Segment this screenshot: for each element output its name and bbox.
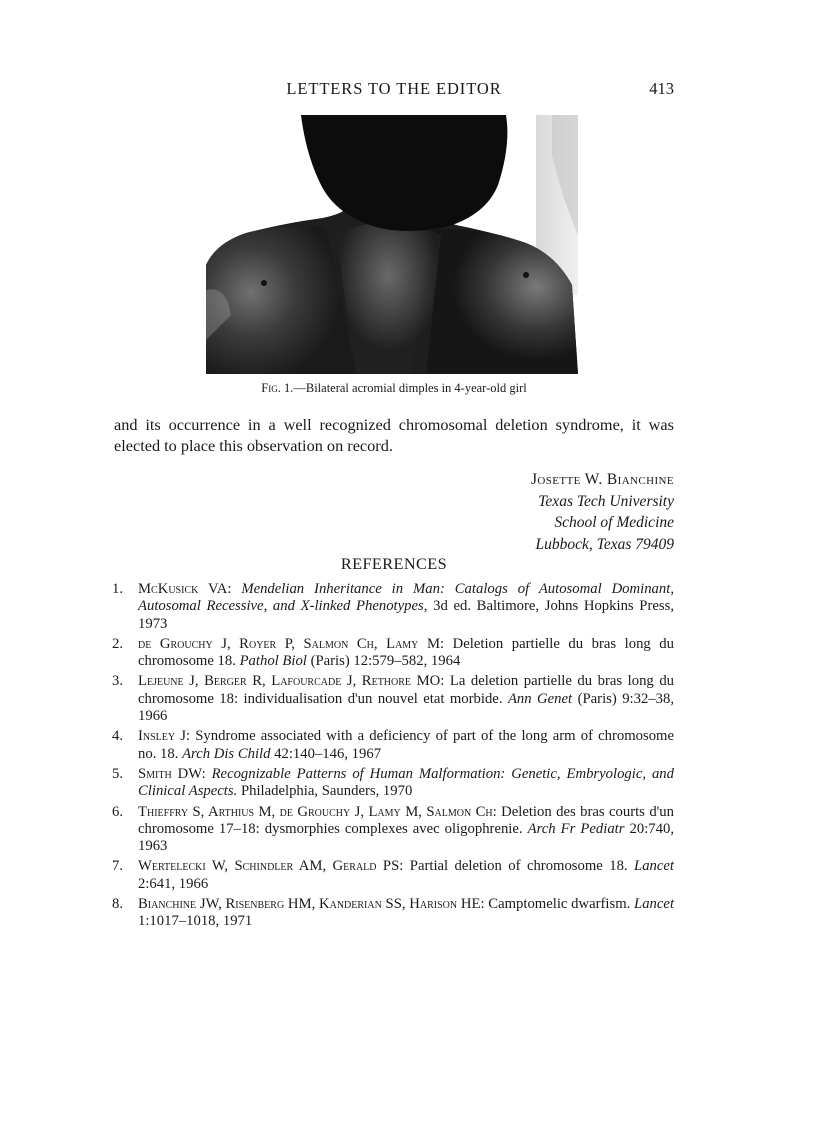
running-header — [114, 79, 674, 101]
reference-title: Deletion des bras courts d'un chromosome 17–18: dysmorphies complexes avec oligophrenie. — [138, 803, 674, 837]
reference-authors: Smith DW: — [138, 765, 206, 782]
reference-item — [112, 896, 674, 931]
affiliation-line: Texas Tech University — [538, 492, 674, 510]
author-signature — [531, 469, 674, 555]
affiliation-line: Lubbock, Texas 79409 — [535, 535, 674, 553]
reference-authors: de Grouchy J, Royer P, Salmon Ch, Lamy M: — [138, 635, 445, 652]
reference-journal: Ann Genet — [507, 690, 573, 707]
reference-item — [112, 858, 674, 893]
reference-title: La deletion partielle du bras long du chromosome 18: individualisation d'un nouvel etat morbide. — [138, 673, 675, 707]
back-shoulders-photo — [206, 115, 578, 374]
reference-details: (Paris) 9:32–38, 1966 — [138, 690, 675, 725]
reference-journal: Lancet — [634, 896, 675, 913]
reference-authors: Lejeune J, Berger R, Lafourcade J, Rethore MO: — [138, 673, 445, 690]
reference-journal: Arch Fr Pediatr — [527, 820, 625, 837]
reference-authors: McKusick VA: — [138, 581, 232, 597]
body-paragraph: and its occurrence in a well recognized chromosomal deletion syndrome, it was elected to place this observation on record. — [114, 415, 674, 455]
reference-number: 1. — [112, 581, 124, 597]
journal-section-title: LETTERS TO THE EDITOR — [286, 79, 502, 98]
figure-label: Fig. 1. — [261, 381, 294, 395]
reference-item — [112, 728, 674, 763]
reference-item — [112, 766, 674, 801]
reference-title: Recognizable Patterns of Human Malformation: Genetic, Embryologic, and Clinical Aspects. — [138, 765, 674, 800]
figure-caption-text: —Bilateral acromial dimples in 4-year-old girl — [293, 381, 527, 395]
reference-item — [112, 804, 674, 856]
reference-authors: Insley J: — [138, 728, 191, 745]
reference-title: Deletion partielle du bras long du chromosome 18. — [138, 635, 674, 670]
reference-authors: Wertelecki W, Schindler AM, Gerald PS: — [138, 858, 404, 875]
affiliation-line: School of Medicine — [554, 514, 674, 531]
reference-journal: Pathol Biol — [239, 653, 307, 670]
reference-number: 3. — [112, 673, 124, 690]
reference-list — [112, 581, 674, 934]
reference-authors: Thieffry S, Arthius M, de Grouchy J, Lamy M, Salmon Ch: — [138, 803, 497, 820]
references-heading: REFERENCES — [340, 554, 448, 573]
figure-photo — [206, 115, 578, 374]
reference-title: Camptomelic dwarfism. — [488, 896, 631, 913]
reference-number: 5. — [112, 765, 124, 782]
reference-number: 6. — [112, 803, 124, 820]
reference-details: Philadelphia, Saunders, 1970 — [240, 783, 413, 800]
figure-caption — [114, 381, 674, 396]
reference-journal: Lancet — [634, 858, 675, 875]
reference-details: (Paris) 12:579–582, 1964 — [310, 653, 461, 670]
reference-title: Mendelian Inheritance in Man: Catalogs of Autosomal Dominant, Autosomal Recessive, and X-linked Phenotypes, — [138, 581, 674, 615]
reference-item — [112, 636, 674, 671]
reference-journal: Arch Dis Child — [182, 745, 271, 762]
reference-title: Syndrome associated with a deficiency of part of the long arm of chromosome no. 18. — [138, 728, 675, 762]
author-name: Josette W. Bianchine — [530, 471, 674, 488]
reference-details: 42:140–146, 1967 — [274, 745, 382, 762]
reference-details: 3d ed. Baltimore, Johns Hopkins Press, 1973 — [138, 598, 674, 632]
reference-number: 8. — [112, 896, 124, 913]
reference-details: 20:740, 1963 — [138, 820, 674, 855]
reference-authors: Bianchine JW, Risenberg HM, Kanderian SS, Harison HE: — [138, 896, 485, 913]
reference-title: Partial deletion of chromosome 18. — [409, 858, 628, 875]
reference-number: 7. — [112, 858, 124, 875]
reference-item — [112, 581, 674, 633]
reference-number: 4. — [112, 728, 124, 745]
reference-details: 1:1017–1018, 1971 — [138, 913, 253, 930]
reference-item — [112, 673, 674, 725]
page-number: 413 — [649, 79, 674, 98]
reference-details: 2:641, 1966 — [138, 875, 209, 892]
reference-number: 2. — [112, 635, 124, 652]
